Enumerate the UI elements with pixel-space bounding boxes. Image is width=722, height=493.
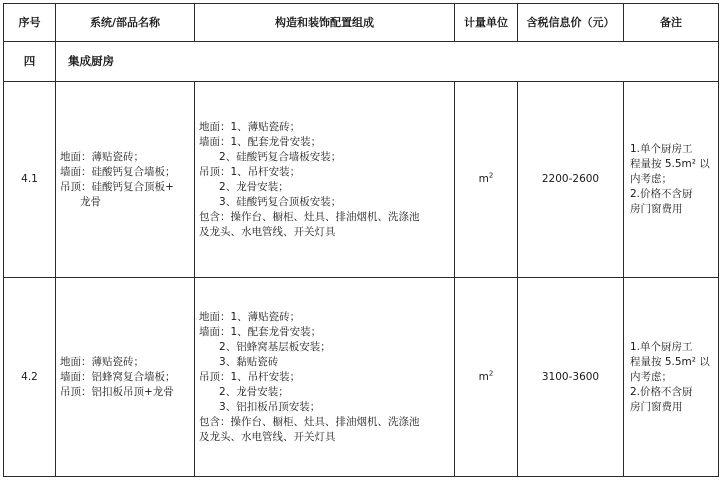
row-no: 4.2	[4, 278, 56, 477]
header-no: 序号	[4, 4, 56, 42]
row-unit: $m^2$	[455, 82, 518, 278]
section-title: 集成厨房	[56, 42, 719, 82]
row-system: 地面：薄贴瓷砖； 墙面：铝蜂窝复合墙板； 吊顶：铝扣板吊顶+龙骨	[56, 278, 195, 477]
row-no: 4.1	[4, 82, 56, 278]
row-config: 地面：1、薄贴瓷砖； 墙面：1、配套龙骨安装； 2、铝蜂窝基层板安装； 3、黏贴瓷砖 吊顶：1、吊杆安装； 2、龙骨安装； 3、铝扣板吊顶安装； 包含：操作台、橱柜、灶具、排油烟机、洗涤池 及龙头、水电管线、开关灯具	[195, 278, 455, 477]
row-remark: 1.单个厨房工 程量按 5.5m² 以 内考虑； 2.价格不含厨 房门窗费用	[624, 82, 719, 278]
section-row	[4, 42, 719, 82]
pricing-table	[3, 3, 719, 477]
row-system: 地面：薄贴瓷砖； 墙面：硅酸钙复合墙板； 吊顶：硅酸钙复合顶板+ 龙骨	[56, 82, 195, 278]
header-system: 系统/部品名称	[56, 4, 195, 42]
row-unit: $m^2$	[455, 278, 518, 477]
table-row	[4, 278, 719, 477]
section-no: 四	[4, 42, 56, 82]
table-row	[4, 82, 719, 278]
header-unit: 计量单位	[455, 4, 518, 42]
row-price: 2200-2600	[518, 82, 624, 278]
header-remark: 备注	[624, 4, 719, 42]
header-config: 构造和装饰配置组成	[195, 4, 455, 42]
row-remark: 1.单个厨房工 程量按 5.5m² 以 内考虑； 2.价格不含厨 房门窗费用	[624, 278, 719, 477]
row-config: 地面：1、薄贴瓷砖； 墙面：1、配套龙骨安装； 2、硅酸钙复合墙板安装； 吊顶：1、吊杆安装； 2、龙骨安装； 3、硅酸钙复合顶板安装； 包含：操作台、橱柜、灶具、排油烟机、洗涤池 及龙头、水电管线、开关灯具	[195, 82, 455, 278]
row-price: 3100-3600	[518, 278, 624, 477]
table-header-row	[4, 4, 719, 42]
header-price: 含税信息价（元）	[518, 4, 624, 42]
